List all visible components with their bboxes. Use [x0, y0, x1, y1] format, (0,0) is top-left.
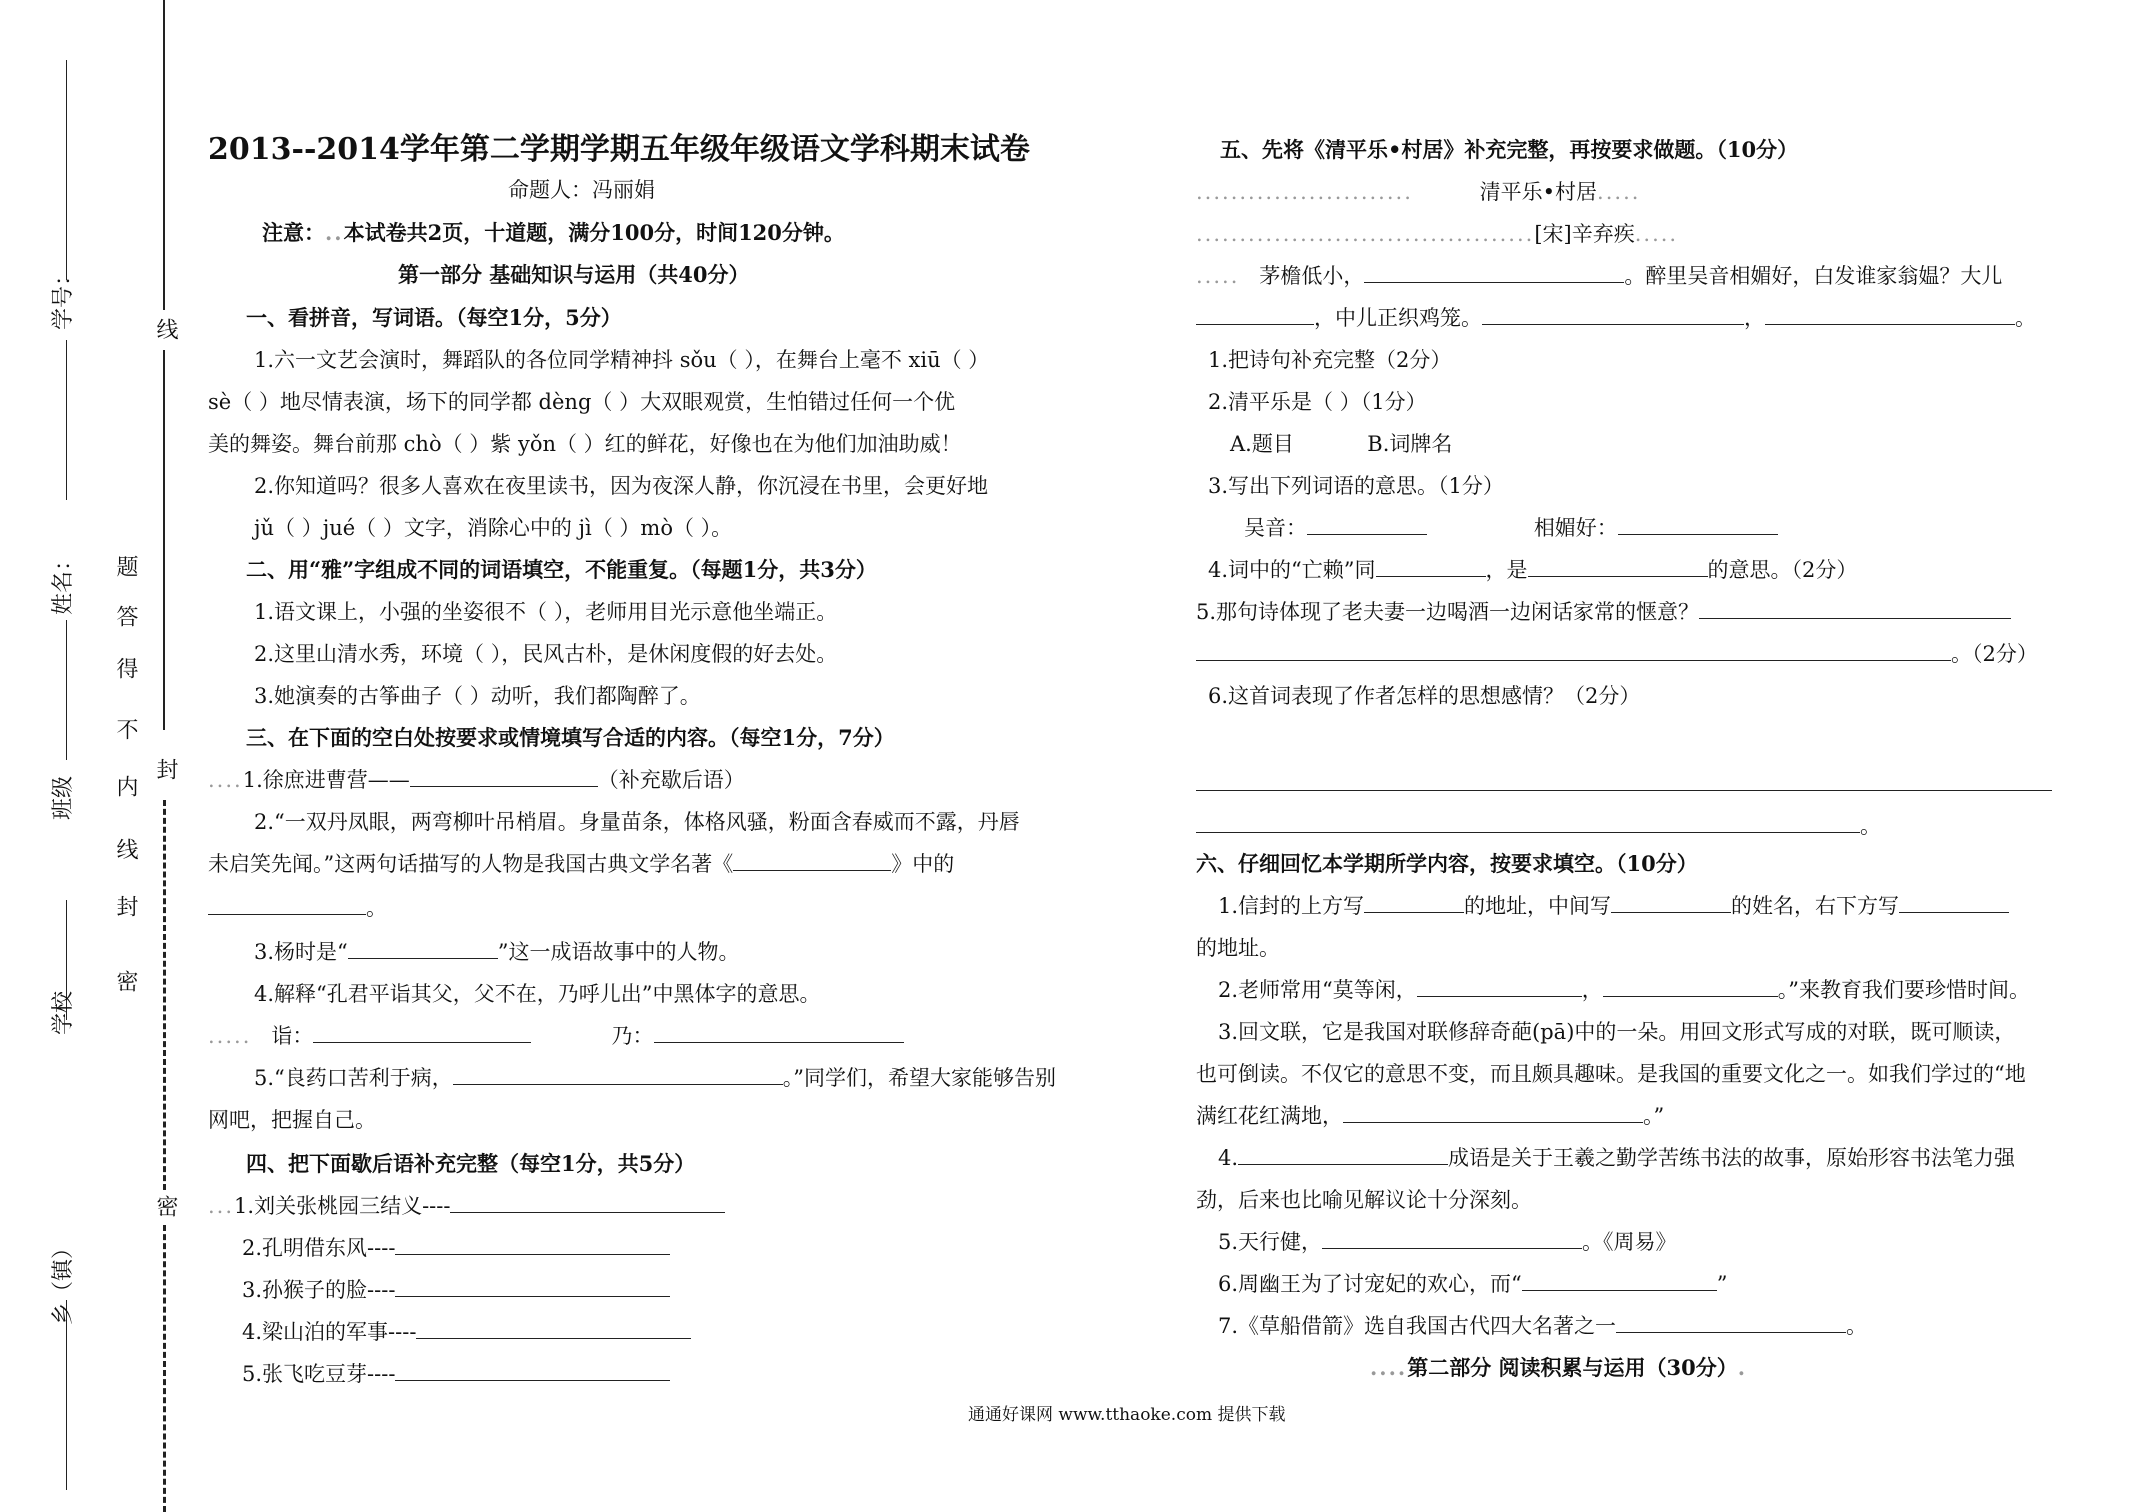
s6-q3-cont: 也可倒读。不仅它的意思不变，而且颇具趣味。是我国的重要文化之一。如我们学过的“地 — [1196, 1062, 2026, 1086]
seal-inner-char: 得 — [113, 657, 138, 679]
seal-inner-char: 答 — [113, 605, 138, 627]
answer-blank[interactable] — [1238, 1144, 1448, 1165]
s2-question: 3.她演奏的古筝曲子（ ）动听，我们都陶醉了。 — [254, 684, 701, 708]
s5-q5: 5.那句诗体现了老夫妻一边喝酒一边闲话家常的惬意？ — [1196, 596, 2011, 626]
s6-q6: 6.周幽王为了讨宠妃的欢心，而“ ” — [1218, 1272, 1728, 1296]
s5-title: 五、先将《清平乐•村居》补充完整，再按要求做题。（10分） — [1220, 137, 1799, 162]
school-label: 学校 — [51, 990, 76, 1035]
s3-q2-cont: 未启笑先闻。”这两句话描写的人物是我国古典文学名著《 》中的 — [208, 852, 955, 876]
answer-blank[interactable] — [1196, 770, 2052, 791]
answer-blank[interactable] — [1343, 1102, 1643, 1123]
answer-blank[interactable] — [1611, 892, 1731, 913]
answer-blank[interactable] — [1196, 812, 1860, 833]
answer-blank[interactable] — [1765, 304, 2015, 325]
s2-title: 二、用“雅”字组成不同的词语填空，不能重复。（每题1分，共3分） — [246, 557, 877, 582]
answer-blank[interactable] — [1364, 262, 1624, 283]
s4-item: ...1.刘关张桃园三结义---- — [208, 1190, 725, 1220]
s6-q4: 4. 成语是关于王羲之勤学苦练书法的故事，原始形容书法笔力强 — [1218, 1146, 2016, 1170]
s3-q5: 5.“良药口苦利于病， 。”同学们，希望大家能够告别 — [254, 1066, 1057, 1090]
seal-inner-char: 题 — [113, 555, 138, 577]
seal-inner-char: 内 — [113, 775, 138, 797]
answer-blank[interactable] — [450, 1192, 725, 1213]
student-id-label: 学号： — [51, 263, 76, 330]
s3-q4-answers: ..... 诣： 乃： — [208, 1020, 904, 1050]
s3-q2-end: 。 — [208, 892, 387, 922]
answer-blank[interactable] — [654, 1022, 904, 1043]
answer-blank[interactable] — [410, 766, 598, 787]
s3-q1: ....1.徐庶进曹营—— （补充歇后语） — [208, 768, 745, 792]
s5-q6-line — [1196, 770, 2052, 796]
s6-q1: 1.信封的上方写 的地址，中间写 的姓名，右下方写 — [1218, 890, 2009, 920]
s6-q3-end: 满红花红满地， 。” — [1196, 1104, 1665, 1128]
answer-blank[interactable] — [1196, 640, 1951, 661]
answer-blank[interactable] — [1616, 1312, 1846, 1333]
s5-q2-options: A.题目 B.词牌名 — [1230, 432, 1453, 456]
s6-q5: 5.天行健， 。《周易》 — [1218, 1230, 1677, 1254]
s5-q2: 2.清平乐是（ ）（1分） — [1208, 390, 1427, 414]
answer-blank[interactable] — [348, 938, 498, 959]
exam-title: 2013--2014学年第二学期学期五年级年级语文学科期末试卷 — [208, 132, 1030, 167]
s1-line: jǔ（ ）jué（ ）文字，消除心中的 jì（ ）mò（ ）。 — [254, 516, 733, 540]
seal-inner-char: 线 — [113, 838, 138, 860]
answer-blank[interactable] — [453, 1064, 783, 1085]
s6-q1-cont: 的地址。 — [1196, 936, 1280, 960]
town-label: 乡（镇） — [51, 1236, 76, 1325]
answer-blank[interactable] — [1618, 514, 1778, 535]
class-label: 班级 — [51, 775, 76, 820]
answer-blank[interactable] — [1196, 304, 1314, 325]
s3-q5-cont: 网吧，把握自己。 — [208, 1108, 376, 1132]
poem-line-1: ..... 茅檐低小， 。醉里吴音相媚好，白发谁家翁媪？大儿 — [1196, 264, 2003, 288]
s5-q3-answers: 吴音： 相媚好： — [1244, 512, 1778, 542]
s4-item: 5.张飞吃豆芽---- — [242, 1358, 670, 1388]
page-footer: 通通好课网 www.tthaoke.com 提供下载 — [968, 1405, 1286, 1425]
s5-q6-line-2: 。 — [1196, 810, 1881, 840]
s2-question: 1.语文课上，小强的坐姿很不（ ），老师用目光示意他坐端正。 — [254, 600, 838, 624]
answer-blank[interactable] — [1699, 598, 2011, 619]
name-label: 姓名： — [51, 548, 76, 615]
s5-q3: 3.写出下列词语的意思。（1分） — [1208, 474, 1504, 498]
s3-q3: 3.杨时是“ ”这一成语故事中的人物。 — [254, 940, 740, 964]
s5-q1: 1.把诗句补充完整（2分） — [1208, 348, 1452, 372]
seal-inner-char: 密 — [113, 970, 138, 992]
poem-line-2: ，中儿正织鸡笼。 ， 。 — [1196, 302, 2036, 332]
s5-q4: 4.词中的“亡赖”同 ，是 的意思。（2分） — [1208, 558, 1858, 582]
answer-blank[interactable] — [395, 1360, 670, 1381]
answer-blank[interactable] — [1307, 514, 1427, 535]
s6-q2: 2.老师常用“莫等闲， ， 。”来教育我们要珍惜时间。 — [1218, 978, 2031, 1002]
answer-blank[interactable] — [1522, 1270, 1717, 1291]
answer-blank[interactable] — [313, 1022, 531, 1043]
answer-blank[interactable] — [1322, 1228, 1582, 1249]
part1-heading: 第一部分 基础知识与运用（共40分） — [398, 262, 750, 287]
s3-q4: 4.解释“孔君平诣其父，父不在，乃呼儿出”中黑体字的意思。 — [254, 982, 821, 1006]
part2-heading: ....第二部分 阅读积累与运用（30分）. — [1370, 1355, 1748, 1380]
answer-blank[interactable] — [395, 1276, 670, 1297]
answer-blank[interactable] — [1603, 976, 1778, 997]
poem-title: ......................... 清平乐•村居..... — [1196, 180, 1641, 204]
seal-line-char: 线 — [153, 318, 178, 340]
answer-blank[interactable] — [1899, 892, 2009, 913]
s3-q2: 2.“一双丹凤眼，两弯柳叶吊梢眉。身量苗条，体格风骚，粉面含春威而不露，丹唇 — [254, 810, 1020, 834]
s3-title: 三、在下面的空白处按要求或情境填写合适的内容。（每空1分，7分） — [246, 725, 895, 750]
s6-title: 六、仔细回忆本学期所学内容，按要求填空。（10分） — [1196, 851, 1698, 876]
seal-secret-char: 密 — [153, 1195, 178, 1217]
answer-blank[interactable] — [1482, 304, 1744, 325]
seal-seal-char: 封 — [153, 758, 178, 780]
s4-item: 4.梁山泊的军事---- — [242, 1316, 691, 1346]
s5-q5-cont: 。（2分） — [1196, 638, 2038, 668]
answer-blank[interactable] — [208, 894, 366, 915]
s2-question: 2.这里山清水秀，环境（ ），民风古朴，是休闲度假的好去处。 — [254, 642, 838, 666]
seal-inner-char: 不 — [113, 718, 138, 740]
s5-q6: 6.这首词表现了作者怎样的思想感情？（2分） — [1208, 684, 1641, 708]
answer-blank[interactable] — [416, 1318, 691, 1339]
s1-title: 一、看拼音，写词语。（每空1分，5分） — [246, 305, 622, 330]
s1-line: 1.六一文艺会演时，舞蹈队的各位同学精神抖 sǒu（ ），在舞台上毫不 xiū（ ） — [254, 348, 990, 372]
answer-blank[interactable] — [395, 1234, 670, 1255]
s1-line: 美的舞姿。舞台前那 chò（ ）紫 yǒn（ ）红的鲜花，好像也在为他们加油助威！ — [208, 432, 962, 456]
exam-author: 命题人：冯丽娟 — [508, 178, 655, 202]
answer-blank[interactable] — [1376, 556, 1486, 577]
s1-line: sè（ ）地尽情表演，场下的同学都 dèng（ ）大双眼观赏，生怕错过任何一个优 — [208, 390, 956, 414]
answer-blank[interactable] — [1417, 976, 1582, 997]
poem-author: .......................................[宋]辛弃疾..... — [1196, 222, 1679, 246]
answer-blank[interactable] — [1364, 892, 1464, 913]
s6-q4-cont: 劲，后来也比喻见解议论十分深刻。 — [1196, 1188, 1532, 1212]
s4-title: 四、把下面歇后语补充完整（每空1分，共5分） — [246, 1151, 696, 1176]
s4-item: 2.孔明借东风---- — [242, 1232, 670, 1262]
s6-q7: 7.《草船借箭》选自我国古代四大名著之一 。 — [1218, 1314, 1868, 1338]
exam-notice: 注意：..本试卷共2页，十道题，满分100分，时间120分钟。 — [262, 220, 845, 245]
s1-line: 2.你知道吗？很多人喜欢在夜里读书，因为夜深人静，你沉浸在书里，会更好地 — [254, 474, 989, 498]
s6-q3: 3.回文联，它是我国对联修辞奇葩(pā)中的一朵。用回文形式写成的对联，既可顺读， — [1218, 1020, 2016, 1044]
answer-blank[interactable] — [1528, 556, 1708, 577]
seal-inner-char: 封 — [113, 895, 138, 917]
s4-item: 3.孙猴子的脸---- — [242, 1274, 670, 1304]
answer-blank[interactable] — [733, 850, 891, 871]
